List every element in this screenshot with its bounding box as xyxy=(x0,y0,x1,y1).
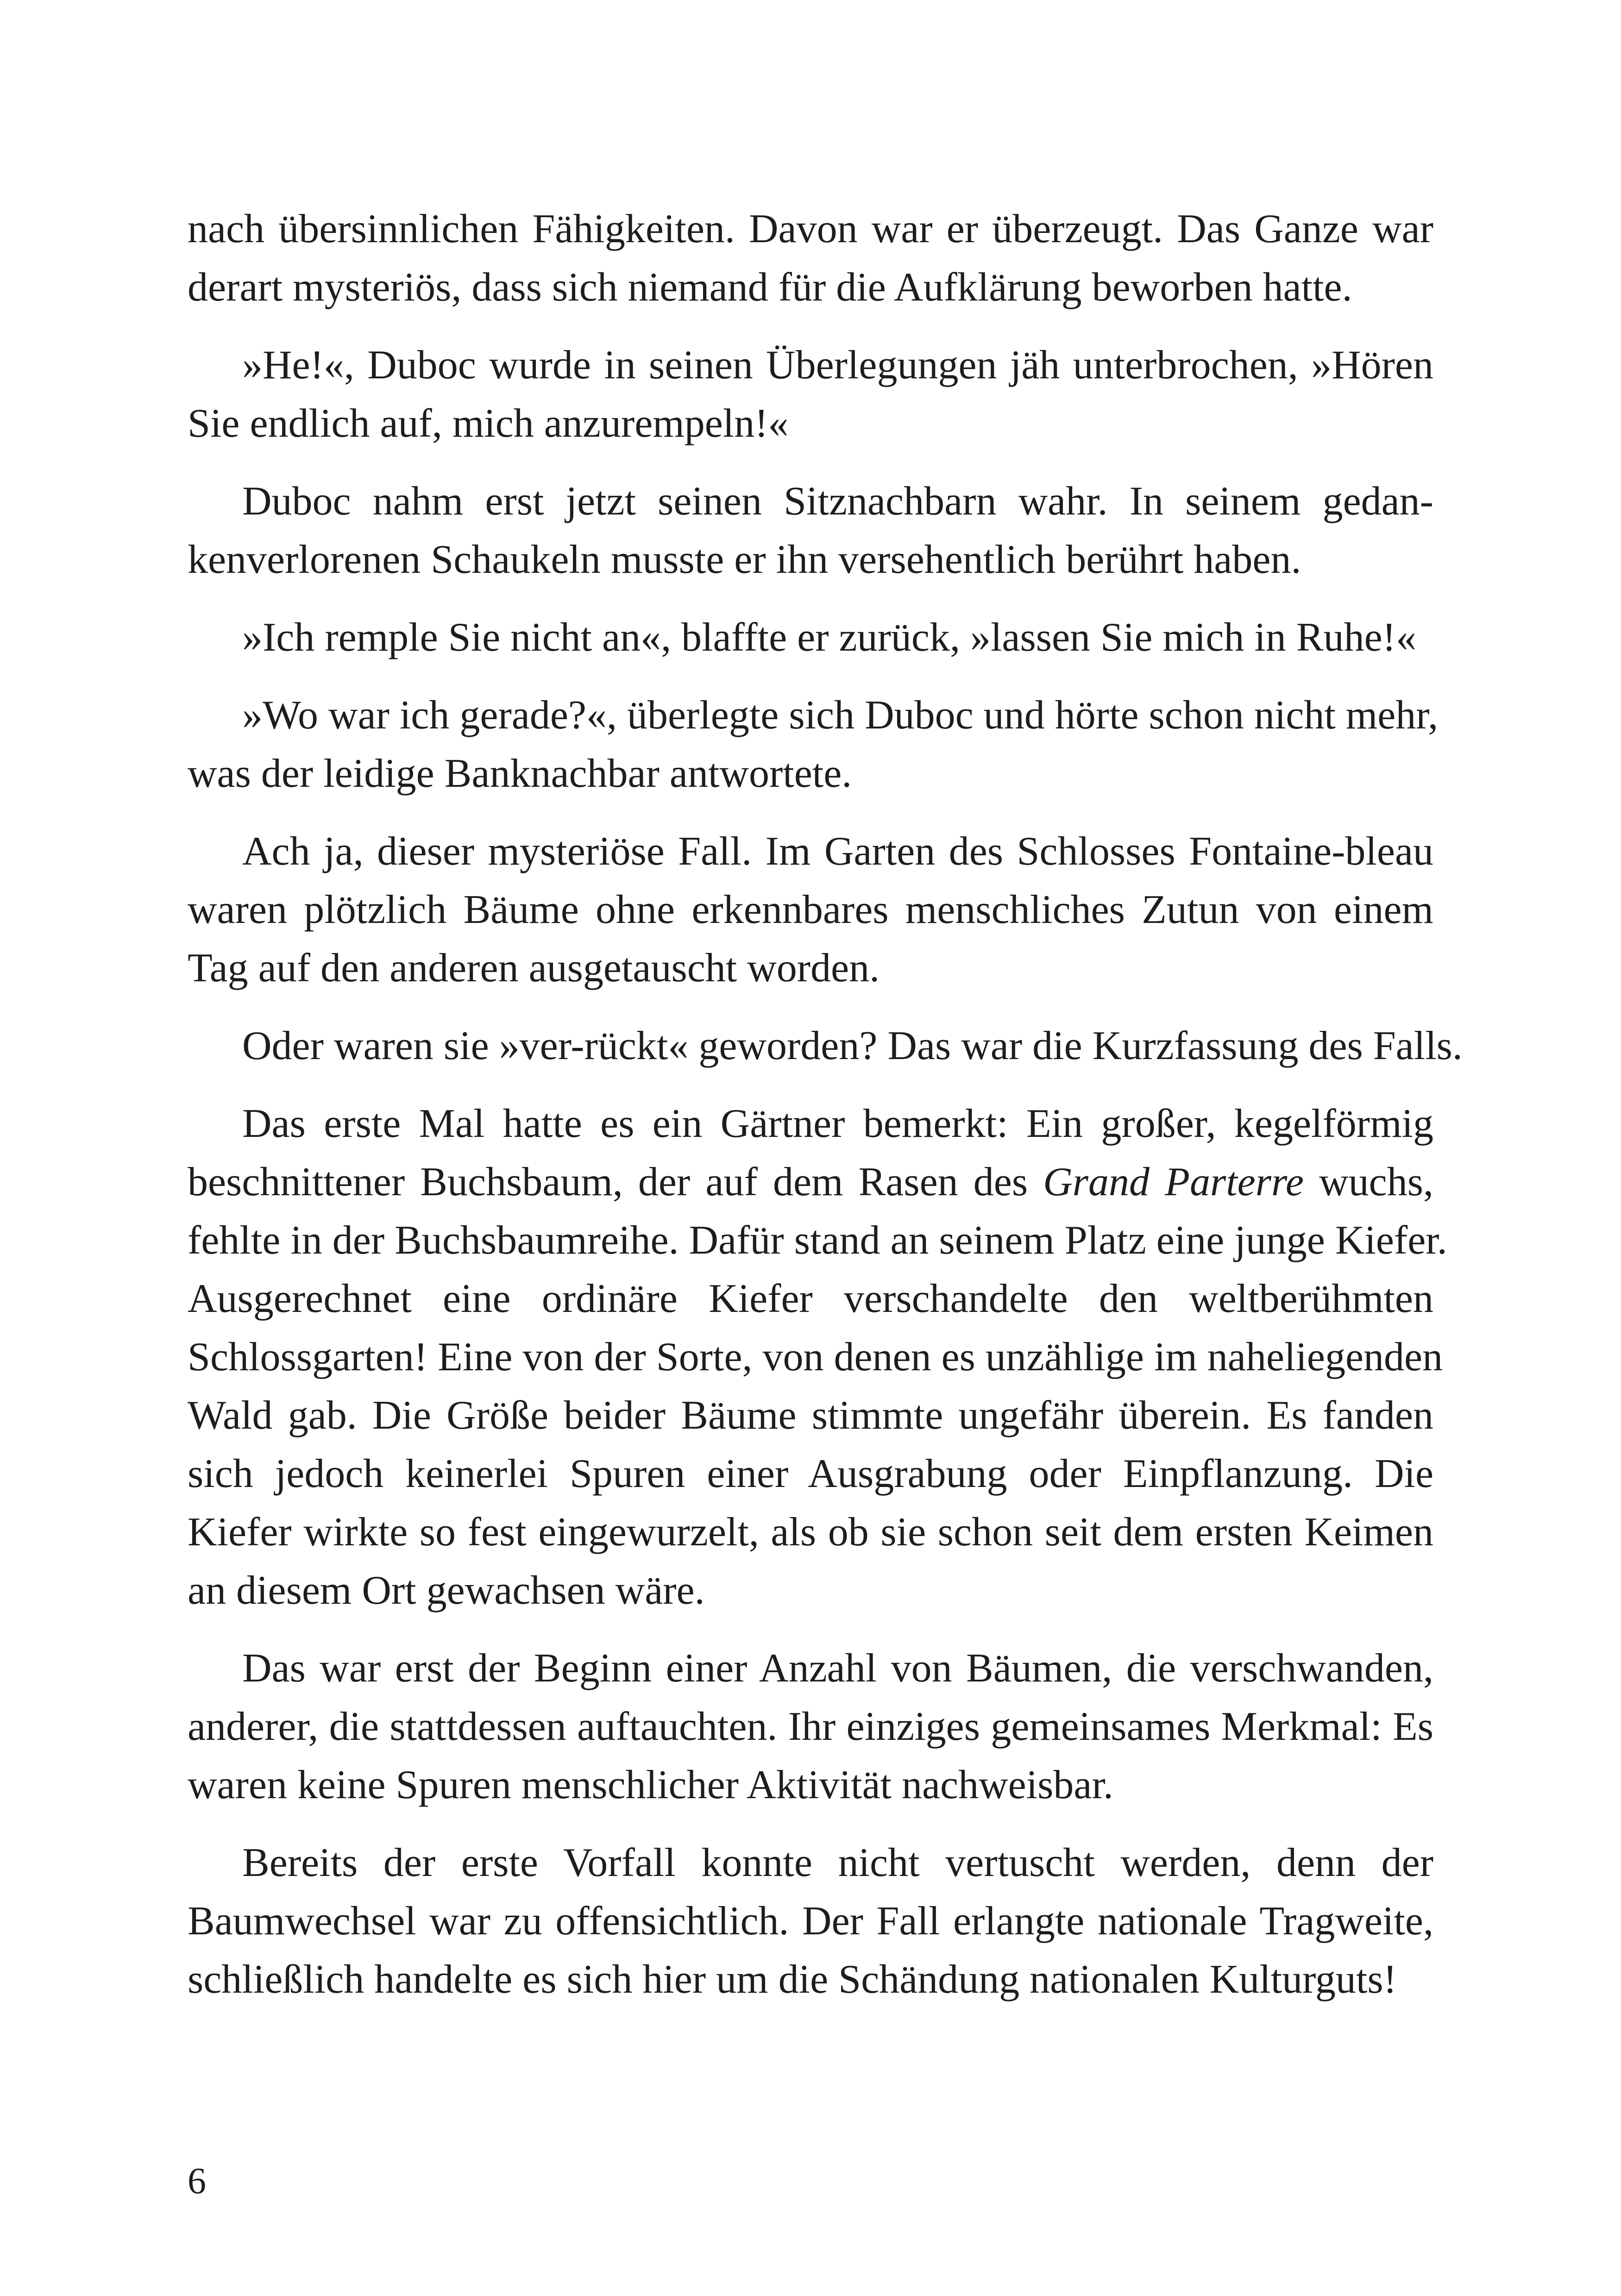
text-line: kenverlorenen Schaukeln musste er ihn versehentlich berührt haben. xyxy=(188,537,1301,582)
text-line: Kiefer wirkte so fest eingewurzelt, als ob sie schon seit dem ersten Keimen xyxy=(188,1510,1433,1555)
text-line: »Ich remple Sie nicht an«, blaffte er zurück, »lassen Sie mich in Ruhe!« xyxy=(242,615,1416,660)
text-line: Baumwechsel war zu offensichtlich. Der Fall erlangte nationale Tragweite, xyxy=(188,1899,1433,1944)
page-number: 6 xyxy=(188,2161,206,2202)
text-line: Schlossgarten! Eine von der Sorte, von denen es unzählige im naheliegenden xyxy=(188,1335,1443,1380)
paragraph xyxy=(188,1017,1463,1075)
paragraph xyxy=(188,609,1433,667)
text-line: schließlich handelte es sich hier um die Schändung nationalen Kulturguts! xyxy=(188,1957,1397,2002)
text-line: Sie endlich auf, mich anzurempeln!« xyxy=(188,401,789,446)
paragraph xyxy=(188,1639,1433,1814)
text-line: Wald gab. Die Größe beider Bäume stimmte ungefähr überein. Es fanden xyxy=(188,1393,1433,1438)
paragraph xyxy=(188,336,1433,453)
text-line: waren plötzlich Bäume ohne erkennbares menschliches Zutun von einem xyxy=(188,887,1433,932)
text-line: Bereits der erste Vorfall konnte nicht vertuscht werden, denn der xyxy=(242,1840,1433,1885)
text-line: Ach ja, dieser mysteriöse Fall. Im Garten des Schlosses Fontaine-bleau xyxy=(242,829,1433,874)
text-line: Duboc nahm erst jetzt seinen Sitznachbarn wahr. In seinem gedan- xyxy=(242,479,1433,524)
text-line-with-italic xyxy=(188,1153,1433,1211)
text-line: nach übersinnlichen Fähigkeiten. Davon war er überzeugt. Das Ganze war xyxy=(188,207,1433,251)
text-line: Das erste Mal hatte es ein Gärtner bemerkt: Ein großer, kegelförmig xyxy=(242,1101,1433,1146)
body-text xyxy=(188,200,1463,2028)
text-line: waren keine Spuren menschlicher Aktivität nachweisbar. xyxy=(188,1763,1113,1807)
text-line: fehlte in der Buchsbaumreihe. Dafür stand an seinem Platz eine junge Kiefer. xyxy=(188,1218,1447,1263)
text-line: sich jedoch keinerlei Spuren einer Ausgrabung oder Einpflanzung. Die xyxy=(188,1451,1433,1496)
paragraph xyxy=(188,822,1433,997)
text-line: Tag auf den anderen ausgetauscht worden. xyxy=(188,946,880,991)
text-line: Oder waren sie »ver-rückt« geworden? Das war die Kurzfassung des Falls. xyxy=(242,1023,1463,1068)
text-line: anderer, die stattdessen auftauchten. Ihr einziges gemeinsames Merkmal: Es xyxy=(188,1704,1433,1749)
text-line: »He!«, Duboc wurde in seinen Überlegungen jäh unterbrochen, »Hören xyxy=(242,343,1433,388)
italic-place-name: Grand Parterre xyxy=(1043,1160,1304,1204)
paragraph xyxy=(188,1834,1433,2009)
text-line: derart mysteriös, dass sich niemand für die Aufklärung beworben hatte. xyxy=(188,265,1352,310)
text-line: »Wo war ich gerade?«, überlegte sich Duboc und hörte schon nicht mehr, xyxy=(242,693,1439,738)
text-segment: beschnittener Buchsbaum, der auf dem Rasen des xyxy=(188,1160,1043,1204)
text-line: was der leidige Banknachbar antwortete. xyxy=(188,751,852,796)
paragraph xyxy=(188,472,1433,589)
text-line: Das war erst der Beginn einer Anzahl von Bäumen, die verschwanden, xyxy=(242,1646,1433,1691)
paragraph xyxy=(188,200,1433,317)
paragraph xyxy=(188,1095,1447,1620)
text-segment: wuchs, xyxy=(1303,1160,1433,1204)
paragraph xyxy=(188,686,1439,803)
text-line: an diesem Ort gewachsen wäre. xyxy=(188,1568,705,1613)
text-line: Ausgerechnet eine ordinäre Kiefer verschandelte den weltberühmten xyxy=(188,1276,1433,1321)
